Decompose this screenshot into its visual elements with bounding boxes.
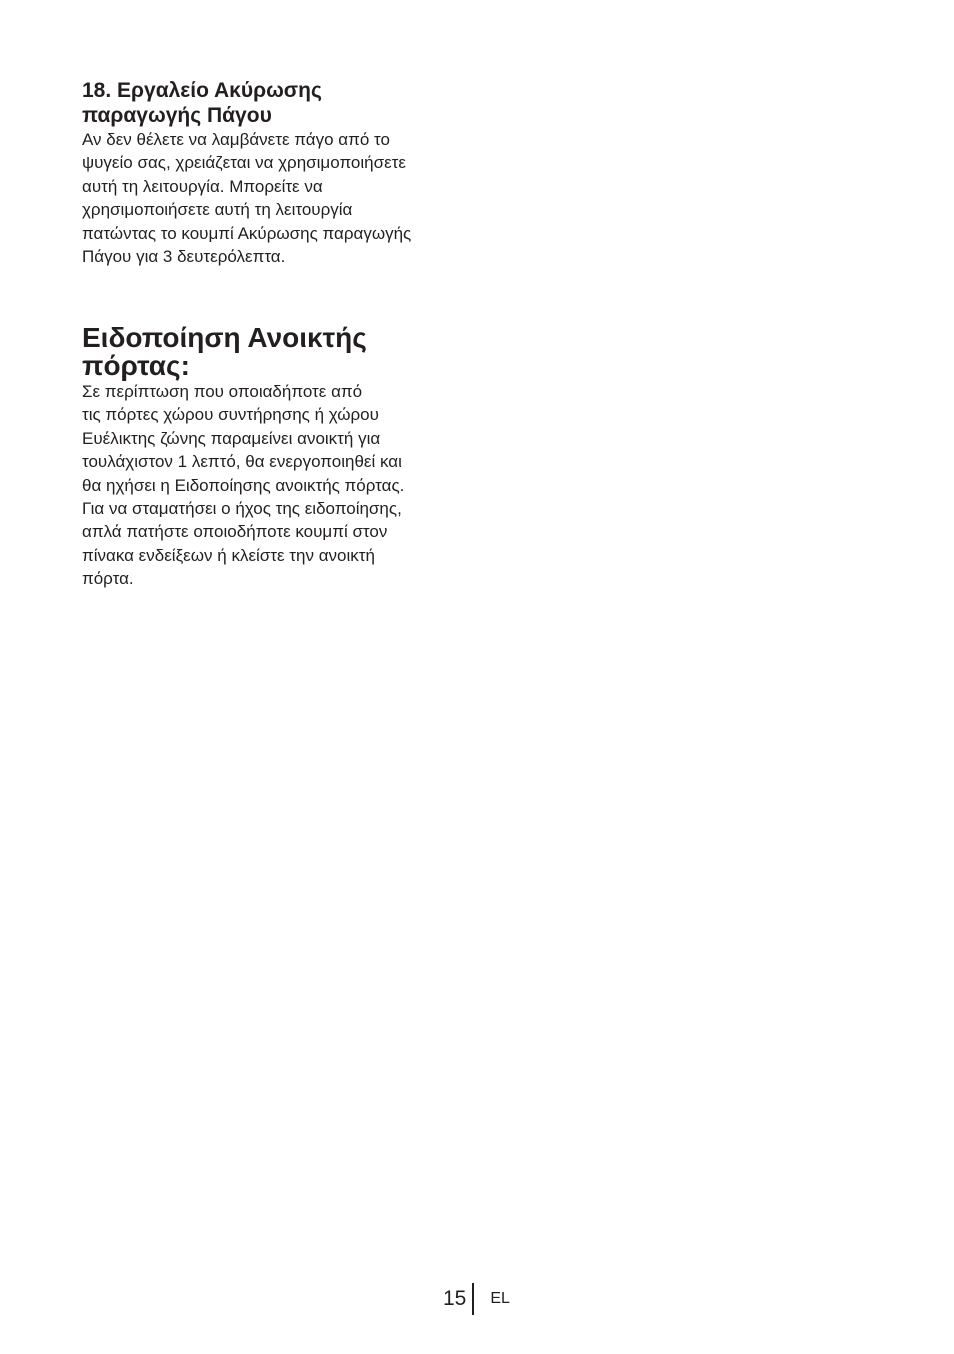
page-footer — [443, 1283, 510, 1315]
body-line: Για να σταματήσει ο ήχος της ειδοποίησης, — [82, 499, 402, 519]
body-line: τις πόρτες χώρου συντήρησης ή χώρου — [82, 405, 379, 425]
body-line: πατώντας το κουμπί Ακύρωσης παραγωγής — [82, 223, 412, 243]
body-line: πόρτα. — [82, 569, 134, 589]
footer-divider — [472, 1283, 474, 1315]
door-alert-section — [82, 324, 472, 591]
body-line: απλά πατήστε οποιοδήποτε κουμπί στον — [82, 522, 388, 542]
body-line: Ευέλικτης ζώνης παραμείνει ανοικτή για — [82, 428, 381, 448]
body-line: αυτή τη λειτουργία. Μπορείτε να — [82, 176, 323, 196]
body-line: Πάγου για 3 δευτερόλεπτα. — [82, 247, 286, 267]
page-number: 15 — [443, 1287, 467, 1310]
door-alert-body — [82, 380, 472, 591]
body-line: τουλάχιστον 1 λεπτό, θα ενεργοποιηθεί και — [82, 452, 402, 472]
heading-line: 18. Εργαλείο Ακύρωσης — [82, 79, 322, 102]
body-line: Αν δεν θέλετε να λαμβάνετε πάγο από το — [82, 130, 390, 149]
body-line: χρησιμοποιήσετε αυτή τη λειτουργία — [82, 200, 353, 220]
door-alert-heading — [82, 324, 472, 380]
heading-line: Ειδοποίηση Ανοικτής — [82, 322, 367, 353]
language-code: EL — [490, 1290, 510, 1307]
body-line: ψυγείο σας, χρειάζεται να χρησιμοποιήσετε — [82, 153, 406, 173]
heading-line: πόρτας: — [82, 350, 190, 381]
body-line: Σε περίπτωση που οποιαδήποτε από — [82, 382, 363, 401]
body-line: πίνακα ενδείξεων ή κλείστε την ανοικτή — [82, 545, 375, 565]
heading-line: παραγωγής Πάγου — [82, 104, 272, 127]
ice-cancel-body — [82, 128, 472, 268]
body-line: θα ηχήσει η Ειδοποίησης ανοικτής πόρτας. — [82, 475, 405, 495]
ice-cancel-section — [82, 78, 472, 268]
ice-cancel-heading — [82, 78, 472, 128]
